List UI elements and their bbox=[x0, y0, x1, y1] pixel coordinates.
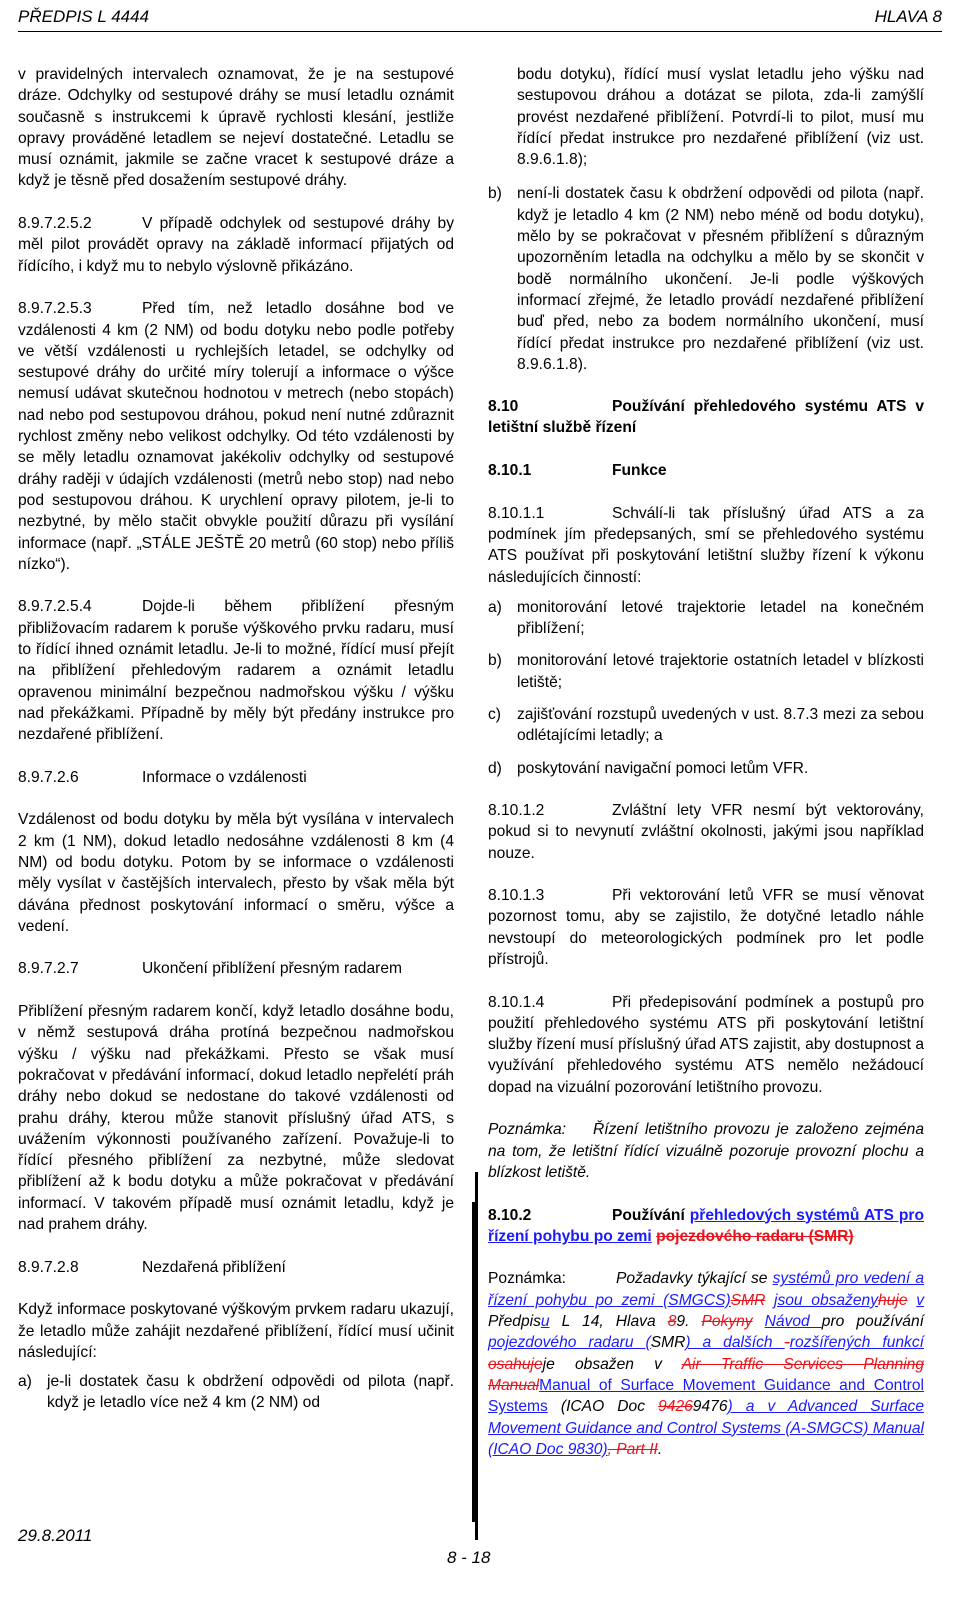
paragraph bbox=[488, 800, 924, 864]
list-item-continued bbox=[488, 64, 924, 170]
paragraph bbox=[488, 503, 924, 588]
paragraph: Vzdálenost od bodu dotyku by měla být vysílána v intervalech 2 km (1 NM), dokud letadlo nedosáhne vzdálenosti 8 km (4 NM) od bodu dotyku. Potom by se informace o vzdálenosti měly vysílat v častějších intervalech, přesto by však měla být dávána přednost poskytování informací o směru, výšce a vedení. bbox=[18, 811, 454, 935]
paragraph: v pravidelných intervalech oznamovat, že je na sestupové dráze. Odchylky od sestupové dráhy se musí letadlu oznámit současně s instrukcemi k úpravě rychlosti klesání, jestliže opravy prováděné letadlem se nejeví dostatečné. Letadlu se musí oznámit, jakmile se začne vracet k sestupové dráze a když je těsně před dosažením sestupové dráhy. bbox=[18, 66, 454, 190]
paragraph-text: Při vektorování letů VFR se musí věnovat pozornost tomu, aby se zajistilo, že dotyčné letadlo náhle nevstoupí do meteorologických podmínek pro let podle přístrojů. bbox=[488, 887, 924, 968]
list-label: b) bbox=[488, 185, 502, 203]
section-number: 8.10.2 bbox=[488, 1206, 532, 1224]
section-number: 8.9.7.2.6 bbox=[18, 768, 79, 786]
change-bar-right-section bbox=[472, 1202, 475, 1522]
footer-date: 29.8.2011 bbox=[18, 1526, 93, 1545]
paragraph bbox=[18, 298, 454, 575]
page-header bbox=[18, 4, 942, 30]
section-heading: 8.10.2 Používání přehledových systémů ATS pro řízení pohybu po zemi pojezdového radaru (SMR) bbox=[488, 1206, 924, 1245]
paragraph bbox=[488, 992, 924, 1098]
list-item: a) monitorování letové trajektorie letadel na konečném přiblížení; bbox=[488, 598, 924, 638]
paragraph: Přiblížení přesným radarem končí, když letadlo dosáhne bodu, v němž sestupová dráha protíná bezpečnou nadmořskou výšku / výšku nad překážkami. Přesto se však musí pokračovat v předávání informací, dokud letadlo nepřelétí práh dráhy nebo dokud se nedostane do takové vzdálenosti od prahu dráhy, kterou může stanovit příslušný úřad ATS, s uvážením výkonnosti používaného zařízení. Považuje-li to řídící přesného přiblížení za nezbytné, může sledovat přiblížení až k bodu dotyku a může pokračovat v předávání informací. V takovém případě musí oznámit letadlu, když je nad prahem dráhy. bbox=[18, 1003, 454, 1234]
list-item bbox=[18, 1371, 454, 1414]
section-number: 8.9.7.2.5.2 bbox=[18, 215, 92, 233]
right-column bbox=[488, 64, 924, 1481]
section-number: 8.10.1.3 bbox=[488, 887, 545, 905]
paragraph: Když informace poskytované výškovým prvkem radaru ukazují, že letadlo může zahájit nezdařené přiblížení, řídící musí učinit následující: bbox=[18, 1301, 454, 1361]
section-heading-text: Používání přehledového systému ATS v letištní službě řízení bbox=[488, 398, 924, 437]
subheading-text: Informace o vzdálenosti bbox=[142, 768, 307, 786]
paragraph bbox=[18, 596, 454, 745]
list-label: a) bbox=[18, 1373, 32, 1391]
change-bar bbox=[475, 1172, 478, 1540]
note-label: Poznámka: bbox=[488, 1121, 567, 1139]
subheading bbox=[488, 460, 924, 481]
note: Poznámka: Požadavky týkající se systémů pro vedení a řízení pohybu po zemi (SMGCS)SMR jsou obsaženyhuje v Předpisu L 14, Hlava 89. Pokyny Návod pro používání pojezdového radaru (SMR) a dalších -rozšířených funkcí osahujeje obsažen v Air Traffic Services Planning ManualManual of Surface Movement Guidance and Control Systems (ICAO Doc 94269476) a v Advanced Surface Movement Guidance and Control Systems (A-SMGCS) Manual (ICAO Doc 9830), Part II. bbox=[488, 1270, 925, 1458]
paragraph-text: Zvláštní lety VFR nesmí být vektorovány, pokud si to nevynutí zvláštní okolnosti, jakými jsou například nouze. bbox=[488, 801, 924, 862]
subheading-text: Funkce bbox=[612, 462, 667, 480]
left-column bbox=[18, 64, 454, 1425]
section-number: 8.9.7.2.8 bbox=[18, 1258, 79, 1276]
section-number: 8.10.1.2 bbox=[488, 801, 545, 819]
note-text: Řízení letištního provozu je založeno zejména na tom, že letištní řídící vizuálně pozoruje provozní plochu a blízkost letiště. bbox=[488, 1121, 924, 1181]
section-number: 8.9.7.2.5.3 bbox=[18, 300, 92, 318]
list-item bbox=[488, 183, 924, 375]
paragraph bbox=[18, 213, 454, 277]
section-number: 8.9.7.2.5.4 bbox=[18, 598, 92, 616]
section-heading bbox=[488, 396, 924, 439]
paragraph-text: V případě odchylek od sestupové dráhy by měl pilot provádět opravy na základě informací přijatých od řídícího, i když mu to nebylo výslovně přikázáno. bbox=[18, 215, 454, 275]
section-number: 8.10 bbox=[488, 398, 519, 416]
header-right: HLAVA 8 bbox=[874, 7, 942, 26]
subheading-text: Ukončení přiblížení přesným radarem bbox=[142, 960, 403, 978]
section-number: 8.10.1 bbox=[488, 462, 532, 480]
subheading bbox=[18, 958, 454, 979]
paragraph-text: Schválí-li tak příslušný úřad ATS a za podmínek jím předepsaných, smí se přehledového systému ATS používat při poskytování letištní služby řízení k výkonu následujících činností: bbox=[488, 504, 924, 586]
section-number: 8.9.7.2.7 bbox=[18, 960, 79, 978]
list-item: c) zajišťování rozstupů uvedených v ust. 8.7.3 mezi za sebou odlétajícími letadly; a bbox=[488, 706, 924, 745]
paragraph-text: Před tím, než letadlo dosáhne bod ve vzdálenosti 4 km (2 NM) od bodu dotyku nebo podle potřeby ve větší vzdálenosti u rychlejších letadel, se odchylky od sestupové dráhy do určité míry tolerují a informace o výšce nemusí udávat skutečnou hodnotou v metrech (nebo stopách) nad nebo pod sestupovou dráhou, pokud není nutné zdůraznit rychlost změny nebo velikost odchylky. Od této vzdálenosti by se měly letadlu oznamovat jakékoliv odchylky od sestupové dráhy raději v údajích vzdálenosti (metrů nebo stop) nad nebo pod sestupovou dráhou. K urychlení opravy pilotem, je-li to nezbytné, by mělo stačit obvykle použití důrazu při vysílání informace (např. „STÁLE JEŠTĚ 20 metrů (60 stop) nebo příliš nízko“). bbox=[18, 300, 454, 573]
header-left: PŘEDPIS L 4444 bbox=[18, 7, 150, 26]
subheading bbox=[18, 767, 454, 788]
list-text: bodu dotyku), řídící musí vyslat letadlu jeho výšku nad sestupovou dráhou a dotázat se pilota, zda-li zamýšlí provést nezdařené přiblížení. Potvrdí-li to pilot, musí mu řídící předat instrukce pro nezdařené přiblížení (viz ust. 8.9.6.1.8); bbox=[517, 66, 924, 169]
section-number: 8.10.1.1 bbox=[488, 504, 545, 522]
paragraph-text: Při předepisování podmínek a postupů pro použití přehledového systému ATS při poskytování letištní služby řízení musí příslušný úřad ATS zajistit, aby dostupnost a využívání přehledového systému ATS nemělo nežádoucí dopad na vizuální pozorování letištního provozu. bbox=[488, 993, 924, 1096]
list-text: je-li dostatek času k obdržení odpovědi od pilota (např. když je letadlo více než 4 km (2 NM) od bbox=[47, 1373, 454, 1412]
list-item: d) poskytování navigační pomoci letům VFR. bbox=[488, 759, 809, 777]
footer-page-number: 8 - 18 bbox=[447, 1548, 491, 1567]
note-label: Poznámka: bbox=[488, 1270, 567, 1288]
section-number: 8.10.1.4 bbox=[488, 993, 545, 1011]
note bbox=[488, 1119, 924, 1183]
paragraph-text: Dojde-li během přiblížení přesným přibližovacím radarem k poruše výškového prvku radaru, musí to řídící ihned oznámit letadlu. Je-li to možné, řídící musí přejít na přiblížení přehledovým radarem a oznámit letadlu opravenou minimální bezpečnou nadmořskou výšku / výšku nad překážkami. Případně by měly být předány instrukce pro nezdařené přiblížení. bbox=[18, 598, 454, 744]
subheading bbox=[18, 1257, 454, 1278]
header-rule bbox=[18, 31, 942, 32]
paragraph bbox=[488, 885, 924, 970]
list-text: není-li dostatek času k obdržení odpovědi od pilota (např. když je letadlo 4 km (2 NM) nebo méně od bodu dotyku), mělo by se pokračovat v přesném přiblížení s důrazným upozorněním letadla na odchylku a mělo by se skončit v bodě normálního ukončení. Je-li podle výškových informací zřejmé, že letadlo provádí nezdařené přiblížení buď před, nebo za bodem normálního ukončení, musí řídící předat instrukce pro nezdařené přiblížení (viz ust. 8.9.6.1.8). bbox=[517, 185, 924, 373]
subheading-text: Nezdařená přiblížení bbox=[142, 1258, 286, 1276]
list-item: b) monitorování letové trajektorie ostatních letadel v blízkosti letiště; bbox=[488, 652, 924, 691]
